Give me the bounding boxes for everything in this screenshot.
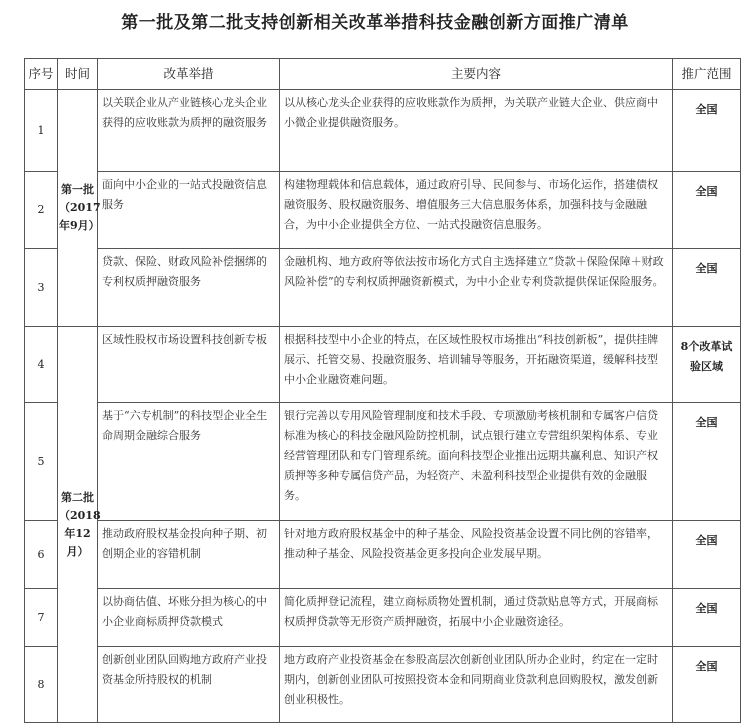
- main-content: 根据科技型中小企业的特点，在区域性股权市场推出“科技创新板”，提供挂牌展示、托管交易、投融资服务、培训辅导等服务，开拓融资渠道，缓解科技型中小企业融资难问题。: [280, 327, 673, 403]
- scope-value: 全国: [673, 589, 741, 647]
- main-content: 构建物理载体和信息载体，通过政府引导、民间参与、市场化运作，搭建债权融资服务、股权融资服务、增值服务三大信息服务体系，加强科技与金融融合，为中小企业提供全方位、一站式投融资信息服务。: [280, 172, 673, 249]
- main-content: 以从核心龙头企业获得的应收账款作为质押，为关联产业链大企业、供应商中小微企业提供融资服务。: [280, 90, 673, 172]
- table-header-row: [25, 59, 741, 90]
- batch-label-2: 第二批（2018年12月）: [58, 327, 98, 723]
- row-number: 4: [25, 327, 58, 403]
- reform-measure: 创新创业团队回购地方政府产业投资基金所持股权的机制: [98, 647, 280, 723]
- main-content: 地方政府产业投资基金在参股高层次创新创业团队所办企业时，约定在一定时期内，创新创业团队可按照投资本金和同期商业贷款利息回购股权，激发创新创业积极性。: [280, 647, 673, 723]
- row-number: 7: [25, 589, 58, 647]
- reform-table: [24, 58, 741, 723]
- table-row: [25, 403, 741, 521]
- reform-measure: 以协商估值、坏账分担为核心的中小企业商标质押贷款模式: [98, 589, 280, 647]
- reform-measure: 以关联企业从产业链核心龙头企业获得的应收账款为质押的融资服务: [98, 90, 280, 172]
- header-no: 序号: [25, 59, 58, 90]
- main-content: 简化质押登记流程，建立商标质物处置机制，通过贷款贴息等方式，开展商标权质押贷款等无形资产质押融资，拓展中小企业融资途径。: [280, 589, 673, 647]
- row-number: 5: [25, 403, 58, 521]
- scope-value: 全国: [673, 90, 741, 172]
- reform-measure: 基于“六专机制”的科技型企业全生命周期金融综合服务: [98, 403, 280, 521]
- header-reform: 改革举措: [98, 59, 280, 90]
- main-content: 针对地方政府股权基金中的种子基金、风险投资基金设置不同比例的容错率，推动种子基金、风险投资基金更多投向企业发展早期。: [280, 521, 673, 589]
- header-content: 主要内容: [280, 59, 673, 90]
- page-title: 第一批及第二批支持创新相关改革举措科技金融创新方面推广清单: [121, 13, 629, 33]
- main-content: 银行完善以专用风险管理制度和技术手段、专项激励考核机制和专属客户信贷标准为核心的科技金融风险防控机制，试点银行建立专营组织架构体系、专业经营管理团队和专门管理系统。面向科技型企业推出远期共赢利息、知识产权质押等多种专属信贷产品，为轻资产、未盈利科技型企业提供有效的金融服务。: [280, 403, 673, 521]
- scope-value: 全国: [673, 521, 741, 589]
- scope-value: 全国: [673, 647, 741, 723]
- main-content: 金融机构、地方政府等依法按市场化方式自主选择建立“贷款＋保险保障＋财政风险补偿”的专利权质押融资新模式，为中小企业专利贷款提供保证保险服务。: [280, 249, 673, 327]
- table-row: [25, 249, 741, 327]
- header-time: 时间: [58, 59, 98, 90]
- scope-value: 8个改革试验区域: [673, 327, 741, 403]
- table-row: [25, 589, 741, 647]
- row-number: 8: [25, 647, 58, 723]
- row-number: 2: [25, 172, 58, 249]
- row-number: 1: [25, 90, 58, 172]
- table-row: [25, 327, 741, 403]
- header-scope: 推广范围: [673, 59, 741, 90]
- table-row: [25, 647, 741, 723]
- reform-measure: 面向中小企业的一站式投融资信息服务: [98, 172, 280, 249]
- batch-label-1: 第一批（2017年9月）: [58, 90, 98, 327]
- reform-measure: 区域性股权市场设置科技创新专板: [98, 327, 280, 403]
- row-number: 3: [25, 249, 58, 327]
- table-row: [25, 90, 741, 172]
- table-row: [25, 172, 741, 249]
- reform-measure: 推动政府股权基金投向种子期、初创期企业的容错机制: [98, 521, 280, 589]
- row-number: 6: [25, 521, 58, 589]
- reform-measure: 贷款、保险、财政风险补偿捆绑的专利权质押融资服务: [98, 249, 280, 327]
- table-row: [25, 521, 741, 589]
- scope-value: 全国: [673, 403, 741, 521]
- scope-value: 全国: [673, 249, 741, 327]
- scope-value: 全国: [673, 172, 741, 249]
